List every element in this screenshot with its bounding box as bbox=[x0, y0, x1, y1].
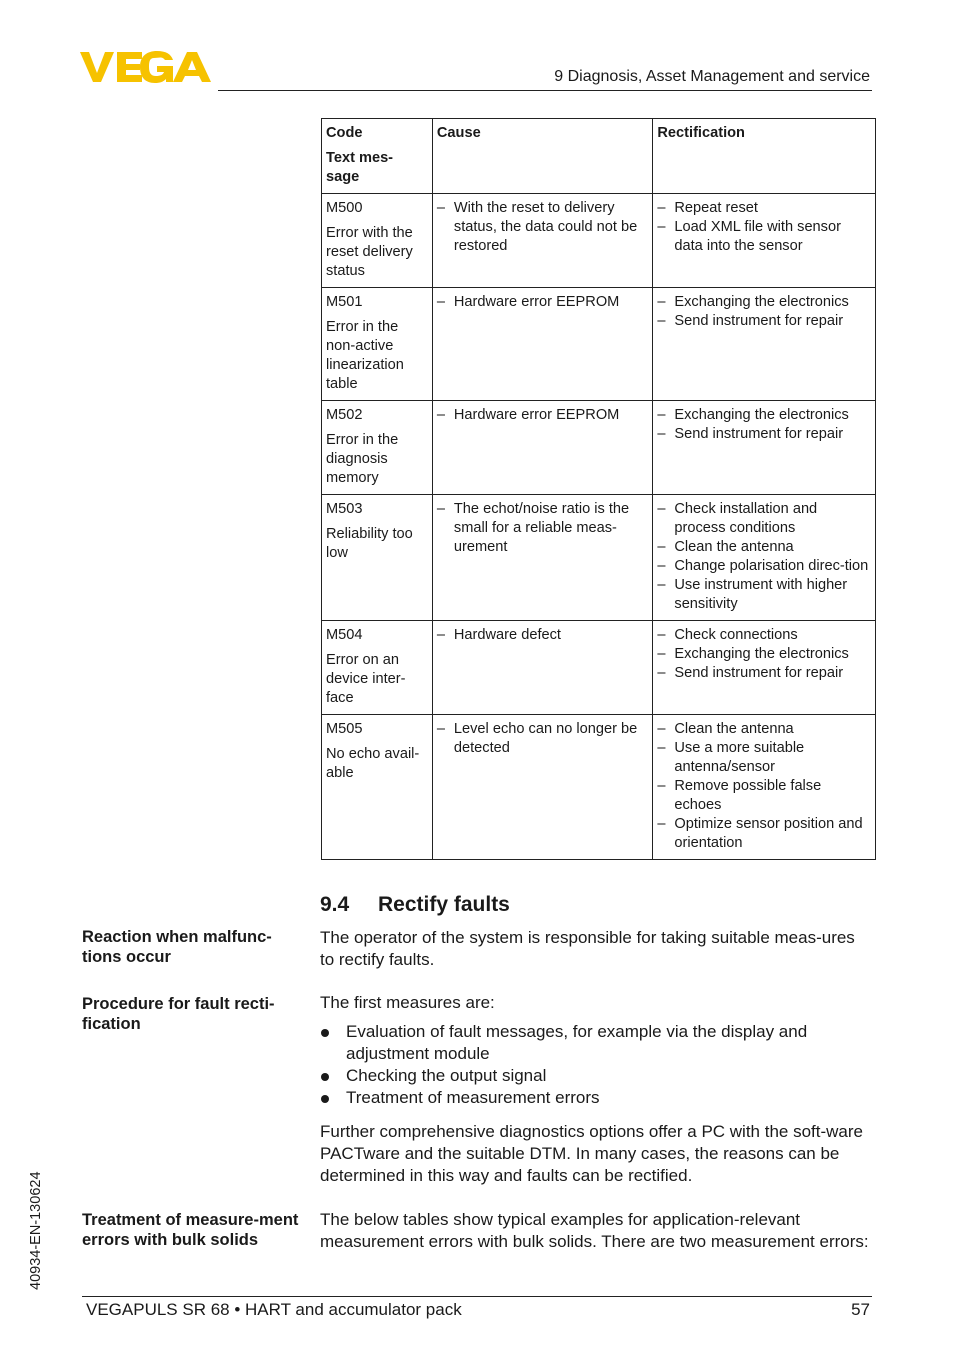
list-item: – Exchanging the electronics bbox=[657, 406, 871, 425]
list-item: – Clean the antenna bbox=[657, 720, 871, 739]
rectification-list bbox=[657, 500, 871, 614]
header-section: 9 Diagnosis, Asset Management and service bbox=[554, 68, 870, 85]
table-row bbox=[322, 715, 876, 860]
list-item: – Send instrument for repair bbox=[657, 664, 871, 683]
rectification-list bbox=[657, 406, 871, 444]
rectification-cell bbox=[653, 495, 876, 621]
error-code: M504 bbox=[326, 627, 363, 643]
first-measures-text: The first measures are: bbox=[320, 993, 495, 1012]
code-cell bbox=[322, 621, 433, 715]
list-item: – With the reset to delivery status, the data could not be restored bbox=[437, 199, 649, 256]
code-cell bbox=[322, 288, 433, 401]
table-row bbox=[322, 194, 876, 288]
rectification-cell bbox=[653, 621, 876, 715]
footer-divider bbox=[82, 1296, 872, 1297]
diagnostics-paragraph: Further comprehensive diagnostics options offer a PC with the soft-ware PACTware and the suitable DTM. In many cases, the reasons can be determined in this way and faults can be rectified. bbox=[320, 1122, 864, 1185]
error-code: M505 bbox=[326, 721, 363, 737]
cause-cell bbox=[432, 621, 653, 715]
document-id: 40934-EN-130624 bbox=[28, 1171, 44, 1290]
cause-cell bbox=[432, 194, 653, 288]
header-divider bbox=[218, 90, 872, 91]
reaction-paragraph: The operator of the system is responsible for taking suitable meas-ures to rectify faults. bbox=[320, 928, 855, 969]
list-item: – Change polarisation direc-tion bbox=[657, 557, 871, 576]
error-message: Reliability too low bbox=[326, 526, 413, 561]
section-heading bbox=[320, 893, 510, 917]
rectification-list bbox=[657, 626, 871, 683]
procedure-block bbox=[320, 992, 870, 1109]
list-item: – Use instrument with higher sensitivity bbox=[657, 576, 871, 614]
list-item: – Use a more suitable antenna/sensor bbox=[657, 739, 871, 777]
cause-cell bbox=[432, 715, 653, 860]
rectification-header: Rectification bbox=[653, 119, 876, 194]
section-number: 9.4 bbox=[320, 893, 350, 916]
cause-cell bbox=[432, 288, 653, 401]
list-item: – Check installation and process conditions bbox=[657, 500, 871, 538]
list-item: – Hardware error EEPROM bbox=[437, 406, 649, 425]
cause-list bbox=[437, 293, 649, 312]
list-item: – Exchanging the electronics bbox=[657, 645, 871, 664]
list-item: – Send instrument for repair bbox=[657, 312, 871, 331]
cause-list bbox=[437, 406, 649, 425]
table-row bbox=[322, 401, 876, 495]
list-item: – Remove possible false echoes bbox=[657, 777, 871, 815]
list-item: Checking the output signal bbox=[320, 1065, 870, 1087]
footer-product: VEGAPULS SR 68 • HART and accumulator pack bbox=[86, 1300, 462, 1319]
list-item: – Check connections bbox=[657, 626, 871, 645]
measures-list bbox=[320, 1021, 870, 1109]
code-header: Code Text mes- sage bbox=[322, 119, 433, 194]
list-item: – Optimize sensor position and orientation bbox=[657, 815, 871, 853]
rectification-list bbox=[657, 720, 871, 853]
cause-cell bbox=[432, 401, 653, 495]
list-item: – Load XML file with sensor data into the sensor bbox=[657, 218, 871, 256]
list-item: – Level echo can no longer be detected bbox=[437, 720, 649, 758]
code-cell bbox=[322, 401, 433, 495]
diagnosis-table bbox=[321, 118, 876, 860]
table-row bbox=[322, 495, 876, 621]
side-label-treatment: Treatment of measure-ment errors with bulk solids bbox=[82, 1211, 299, 1249]
table-header-row bbox=[322, 119, 876, 194]
error-message: Error in the diagnosis memory bbox=[326, 432, 399, 486]
side-label-reaction: Reaction when malfunc-tions occur bbox=[82, 928, 272, 966]
cause-list bbox=[437, 720, 649, 758]
cause-header: Cause bbox=[432, 119, 653, 194]
list-item: Treatment of measurement errors bbox=[320, 1087, 870, 1109]
list-item: – Hardware error EEPROM bbox=[437, 293, 649, 312]
cause-list bbox=[437, 500, 649, 557]
page-number: 57 bbox=[851, 1300, 870, 1319]
cause-cell bbox=[432, 495, 653, 621]
error-message: No echo avail-able bbox=[326, 746, 420, 781]
code-cell bbox=[322, 495, 433, 621]
rectification-cell bbox=[653, 401, 876, 495]
error-code: M501 bbox=[326, 294, 363, 310]
error-code: M502 bbox=[326, 407, 363, 423]
cause-list bbox=[437, 199, 649, 256]
list-item: – Exchanging the electronics bbox=[657, 293, 871, 312]
error-code: M500 bbox=[326, 200, 363, 216]
vega-logo bbox=[80, 50, 212, 84]
rectification-cell bbox=[653, 194, 876, 288]
rectification-list bbox=[657, 293, 871, 331]
section-title: Rectify faults bbox=[378, 893, 510, 916]
list-item: – Hardware defect bbox=[437, 626, 649, 645]
code-cell bbox=[322, 194, 433, 288]
rectification-list bbox=[657, 199, 871, 256]
cause-list bbox=[437, 626, 649, 645]
rectification-cell bbox=[653, 288, 876, 401]
list-item: – The echot/noise ratio is the small for a reliable meas-urement bbox=[437, 500, 649, 557]
list-item: – Send instrument for repair bbox=[657, 425, 871, 444]
list-item: – Clean the antenna bbox=[657, 538, 871, 557]
error-message: Error in the non-active linearization table bbox=[326, 319, 404, 392]
list-item: – Repeat reset bbox=[657, 199, 871, 218]
error-code: M503 bbox=[326, 501, 363, 517]
list-item: Evaluation of fault messages, for example via the display and adjustment module bbox=[320, 1021, 870, 1065]
rectification-cell bbox=[653, 715, 876, 860]
code-cell bbox=[322, 715, 433, 860]
table-row bbox=[322, 288, 876, 401]
tables-paragraph: The below tables show typical examples for application-relevant measurement errors with bulk solids. There are two measurement errors: bbox=[320, 1210, 869, 1251]
error-message: Error with the reset delivery status bbox=[326, 225, 413, 279]
side-label-procedure: Procedure for fault recti-fication bbox=[82, 995, 275, 1033]
table-row bbox=[322, 621, 876, 715]
error-message: Error on an device inter-face bbox=[326, 652, 406, 706]
